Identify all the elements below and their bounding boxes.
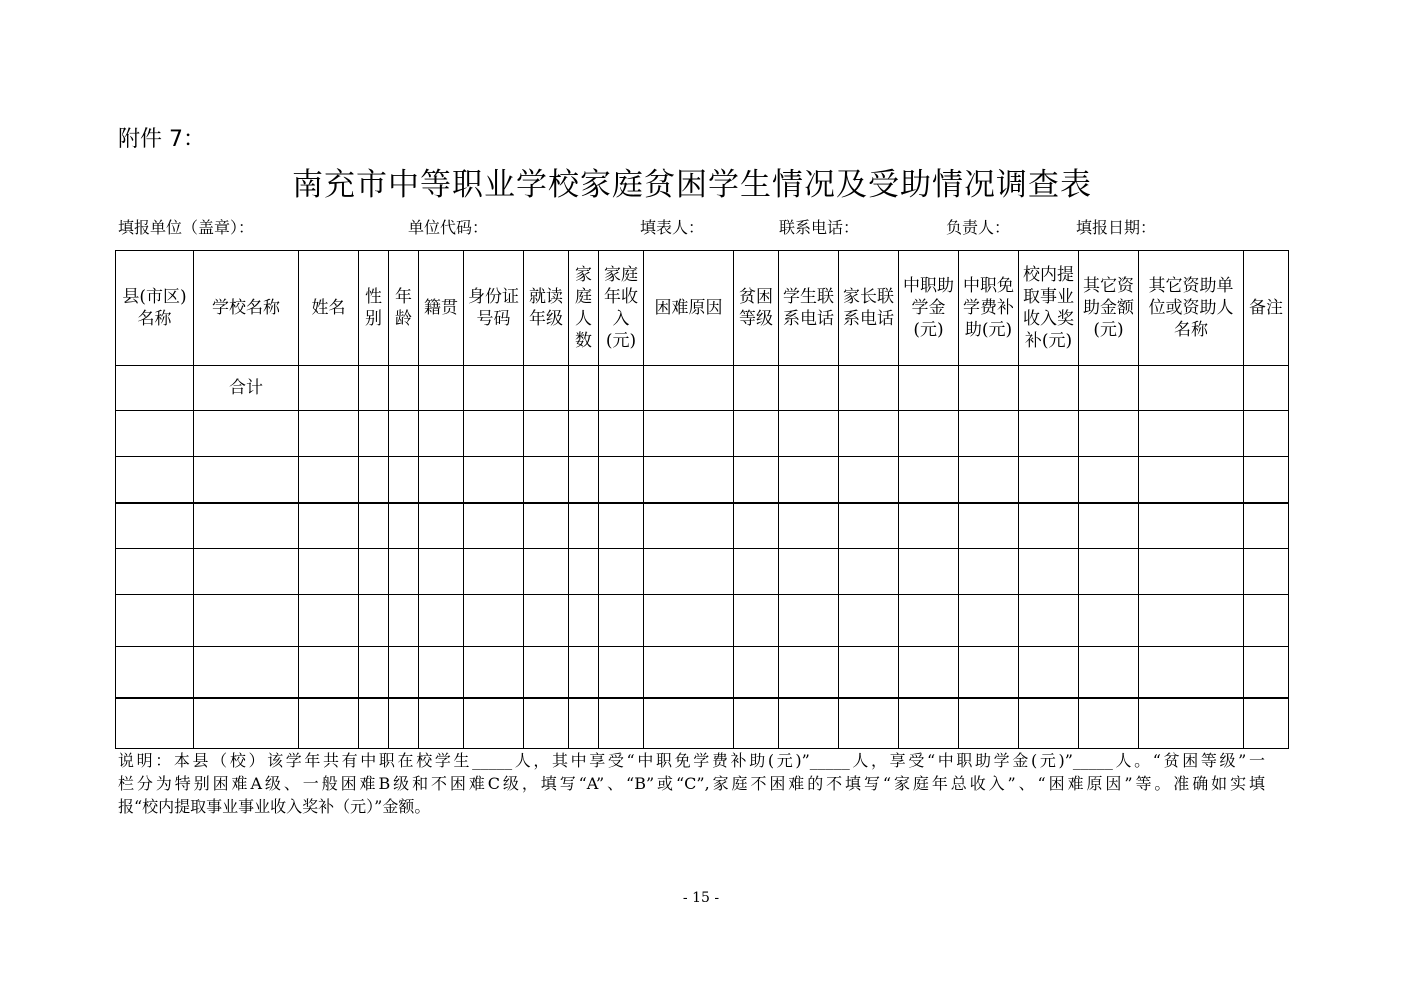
table-cell [419, 503, 464, 549]
header-gender: 性 别 [359, 251, 389, 366]
table-row [116, 457, 1289, 503]
table-cell [899, 549, 959, 595]
table-cell [194, 698, 299, 749]
table-cell [299, 411, 359, 457]
table-cell [959, 647, 1019, 698]
table-row [116, 366, 1289, 411]
table-cell [464, 647, 524, 698]
table-cell [1139, 366, 1244, 411]
table-cell [419, 549, 464, 595]
table-cell [569, 366, 599, 411]
table-cell [389, 366, 419, 411]
header-stipend: 中职助 学金 (元) [899, 251, 959, 366]
header-family-size: 家 庭 人 数 [569, 251, 599, 366]
table-cell [644, 457, 734, 503]
table-cell [839, 595, 899, 647]
header-county-name: 县(市区) 名称 [116, 251, 194, 366]
table-cell [734, 549, 779, 595]
table-cell [1139, 503, 1244, 549]
table-cell [389, 595, 419, 647]
table-cell [524, 698, 569, 749]
table-cell [959, 595, 1019, 647]
table-cell [569, 411, 599, 457]
table-cell [1139, 457, 1244, 503]
table-cell [839, 647, 899, 698]
table-cell [116, 411, 194, 457]
field-contact-phone: 联系电话： [779, 218, 860, 237]
table-cell [1079, 411, 1139, 457]
table-cell [116, 647, 194, 698]
table-cell [524, 595, 569, 647]
page-number: - 15 - [682, 890, 720, 906]
table-cell [959, 457, 1019, 503]
table-cell [959, 549, 1019, 595]
table-cell [524, 457, 569, 503]
header-remarks: 备注 [1244, 251, 1289, 366]
table-cell [1079, 698, 1139, 749]
table-cell [419, 647, 464, 698]
table-cell [779, 411, 839, 457]
table-cell [1244, 366, 1289, 411]
table-cell [1019, 366, 1079, 411]
table-cell [299, 366, 359, 411]
table-cell [1019, 549, 1079, 595]
header-grade: 就读 年级 [524, 251, 569, 366]
header-other-aid-amount: 其它资 助金额 (元) [1079, 251, 1139, 366]
table-cell [899, 595, 959, 647]
table-cell [734, 698, 779, 749]
survey-table [115, 250, 1289, 749]
table-cell [779, 549, 839, 595]
table-cell [734, 411, 779, 457]
table-cell [1019, 698, 1079, 749]
table-cell [299, 503, 359, 549]
table-cell [734, 366, 779, 411]
table-cell [359, 503, 389, 549]
table-row [116, 595, 1289, 647]
table-cell [359, 647, 389, 698]
table-cell [1139, 647, 1244, 698]
table-cell [599, 457, 644, 503]
table-cell [524, 549, 569, 595]
note-line: 报“校内提取事业事业收入奖补（元）”金额。 [118, 797, 431, 816]
header-native-place: 籍贯 [419, 251, 464, 366]
table-cell [569, 503, 599, 549]
table-cell [194, 457, 299, 503]
table-cell [839, 549, 899, 595]
table-header-row [116, 251, 1289, 366]
table-cell [419, 698, 464, 749]
table-cell [959, 411, 1019, 457]
table-row [116, 503, 1289, 549]
table-cell [464, 503, 524, 549]
instructions-note [118, 749, 1265, 818]
table-cell [644, 698, 734, 749]
table-cell [464, 457, 524, 503]
table-cell [359, 366, 389, 411]
table-cell [779, 647, 839, 698]
field-report-date: 填报日期： [1076, 218, 1157, 237]
table-cell [116, 457, 194, 503]
page-title: 南充市中等职业学校家庭贫困学生情况及受助情况调查表 [292, 167, 1092, 203]
table-cell [839, 698, 899, 749]
table-cell [116, 549, 194, 595]
table-cell [899, 647, 959, 698]
table-cell [116, 595, 194, 647]
table-cell [299, 698, 359, 749]
field-unit-code: 单位代码： [408, 218, 489, 237]
table-cell [299, 549, 359, 595]
table-cell [299, 595, 359, 647]
table-cell [899, 366, 959, 411]
table-cell [1079, 595, 1139, 647]
header-student-phone: 学生联 系电话 [779, 251, 839, 366]
table-cell [599, 366, 644, 411]
note-line: 说明：本县（校）该学年共有中职在校学生_____人，其中享受“中职免学费补助(元)”_____人，享受“中职助学金(元)”_____人。“贫困等级”一 [118, 751, 1265, 770]
note-line: 栏分为特别困难A级、一般困难B级和不困难C级，填写“A”、“B”或“C”,家庭不困难的不填写“家庭年总收入”、“困难原因”等。准确如实填 [118, 774, 1265, 793]
table-cell [779, 595, 839, 647]
header-tuition-waiver: 中职免 学费补 助(元) [959, 251, 1019, 366]
table-cell [839, 457, 899, 503]
table-cell [1019, 595, 1079, 647]
table-cell [1139, 411, 1244, 457]
header-student-name: 姓名 [299, 251, 359, 366]
table-cell [599, 549, 644, 595]
table-cell [899, 457, 959, 503]
table-cell [1244, 647, 1289, 698]
table-cell [419, 366, 464, 411]
header-poverty-level: 贫困 等级 [734, 251, 779, 366]
attachment-label: 附件 7： [118, 127, 205, 152]
table-cell [1139, 549, 1244, 595]
table-cell [1079, 457, 1139, 503]
header-school-name: 学校名称 [194, 251, 299, 366]
table-cell [1244, 698, 1289, 749]
table-cell [599, 595, 644, 647]
table-cell: 合计 [194, 366, 299, 411]
header-parent-phone: 家长联 系电话 [839, 251, 899, 366]
table-cell [389, 549, 419, 595]
table-cell [644, 411, 734, 457]
table-cell [1019, 647, 1079, 698]
table-cell [524, 647, 569, 698]
field-person-in-charge: 负责人： [946, 218, 1011, 237]
table-cell [1244, 457, 1289, 503]
table-cell [464, 549, 524, 595]
table-row [116, 698, 1289, 749]
table-cell [389, 698, 419, 749]
table-cell [734, 647, 779, 698]
table-cell [839, 411, 899, 457]
table-cell [569, 698, 599, 749]
table-cell [419, 411, 464, 457]
table-row [116, 411, 1289, 457]
header-school-award: 校内提 取事业 收入奖 补(元) [1019, 251, 1079, 366]
table-cell [116, 698, 194, 749]
table-cell [1244, 503, 1289, 549]
table-cell [734, 457, 779, 503]
table-cell [1079, 549, 1139, 595]
table-cell [464, 698, 524, 749]
table-cell [1019, 411, 1079, 457]
table-cell [734, 503, 779, 549]
header-age: 年 龄 [389, 251, 419, 366]
table-cell [779, 366, 839, 411]
table-cell [1139, 595, 1244, 647]
table-cell [524, 366, 569, 411]
table-cell [1079, 503, 1139, 549]
table-cell [599, 647, 644, 698]
table-cell [1244, 549, 1289, 595]
header-hardship-reason: 困难原因 [644, 251, 734, 366]
table-cell [569, 647, 599, 698]
table-cell [644, 647, 734, 698]
table-cell [194, 411, 299, 457]
table-cell [899, 411, 959, 457]
table-cell [959, 698, 1019, 749]
table-cell [194, 595, 299, 647]
table-cell [599, 698, 644, 749]
table-cell [599, 503, 644, 549]
table-cell [359, 457, 389, 503]
table-cell [464, 595, 524, 647]
table-cell [194, 549, 299, 595]
table-cell [644, 549, 734, 595]
table-cell [899, 698, 959, 749]
table-cell [734, 595, 779, 647]
table-cell [1244, 411, 1289, 457]
table-cell [1139, 698, 1244, 749]
table-cell [569, 595, 599, 647]
table-row [116, 549, 1289, 595]
table-cell [959, 366, 1019, 411]
field-reporting-unit: 填报单位（盖章）： [118, 218, 255, 237]
table-cell [389, 503, 419, 549]
table-cell [359, 698, 389, 749]
table-cell [569, 549, 599, 595]
table-cell [464, 411, 524, 457]
header-id-number: 身份证 号码 [464, 251, 524, 366]
table-cell [644, 503, 734, 549]
table-cell [116, 366, 194, 411]
table-cell [899, 503, 959, 549]
table-cell [299, 457, 359, 503]
table-cell [1079, 366, 1139, 411]
table-cell [389, 647, 419, 698]
table-cell [359, 595, 389, 647]
table-cell [779, 457, 839, 503]
table-cell [839, 503, 899, 549]
table-cell [644, 595, 734, 647]
table-row [116, 647, 1289, 698]
table-cell [116, 503, 194, 549]
table-body [116, 366, 1289, 749]
header-family-income: 家庭 年收 入 (元) [599, 251, 644, 366]
table-cell [419, 595, 464, 647]
table-cell [1019, 503, 1079, 549]
table-cell [389, 457, 419, 503]
table-cell [779, 698, 839, 749]
table-cell [299, 647, 359, 698]
table-cell [359, 411, 389, 457]
table-cell [419, 457, 464, 503]
table-cell [194, 647, 299, 698]
table-cell [1079, 647, 1139, 698]
table-cell [1019, 457, 1079, 503]
table-cell [524, 503, 569, 549]
table-cell [959, 503, 1019, 549]
table-cell [569, 457, 599, 503]
table-cell [599, 411, 644, 457]
table-cell [359, 549, 389, 595]
table-cell [194, 503, 299, 549]
table-cell [779, 503, 839, 549]
header-other-aid-provider: 其它资助单 位或资助人 名称 [1139, 251, 1244, 366]
table-cell [1244, 595, 1289, 647]
table-cell [839, 366, 899, 411]
table-cell [524, 411, 569, 457]
table-cell [644, 366, 734, 411]
table-header [116, 251, 1289, 366]
field-form-filler: 填表人： [640, 218, 705, 237]
table-cell [389, 411, 419, 457]
table-cell [464, 366, 524, 411]
